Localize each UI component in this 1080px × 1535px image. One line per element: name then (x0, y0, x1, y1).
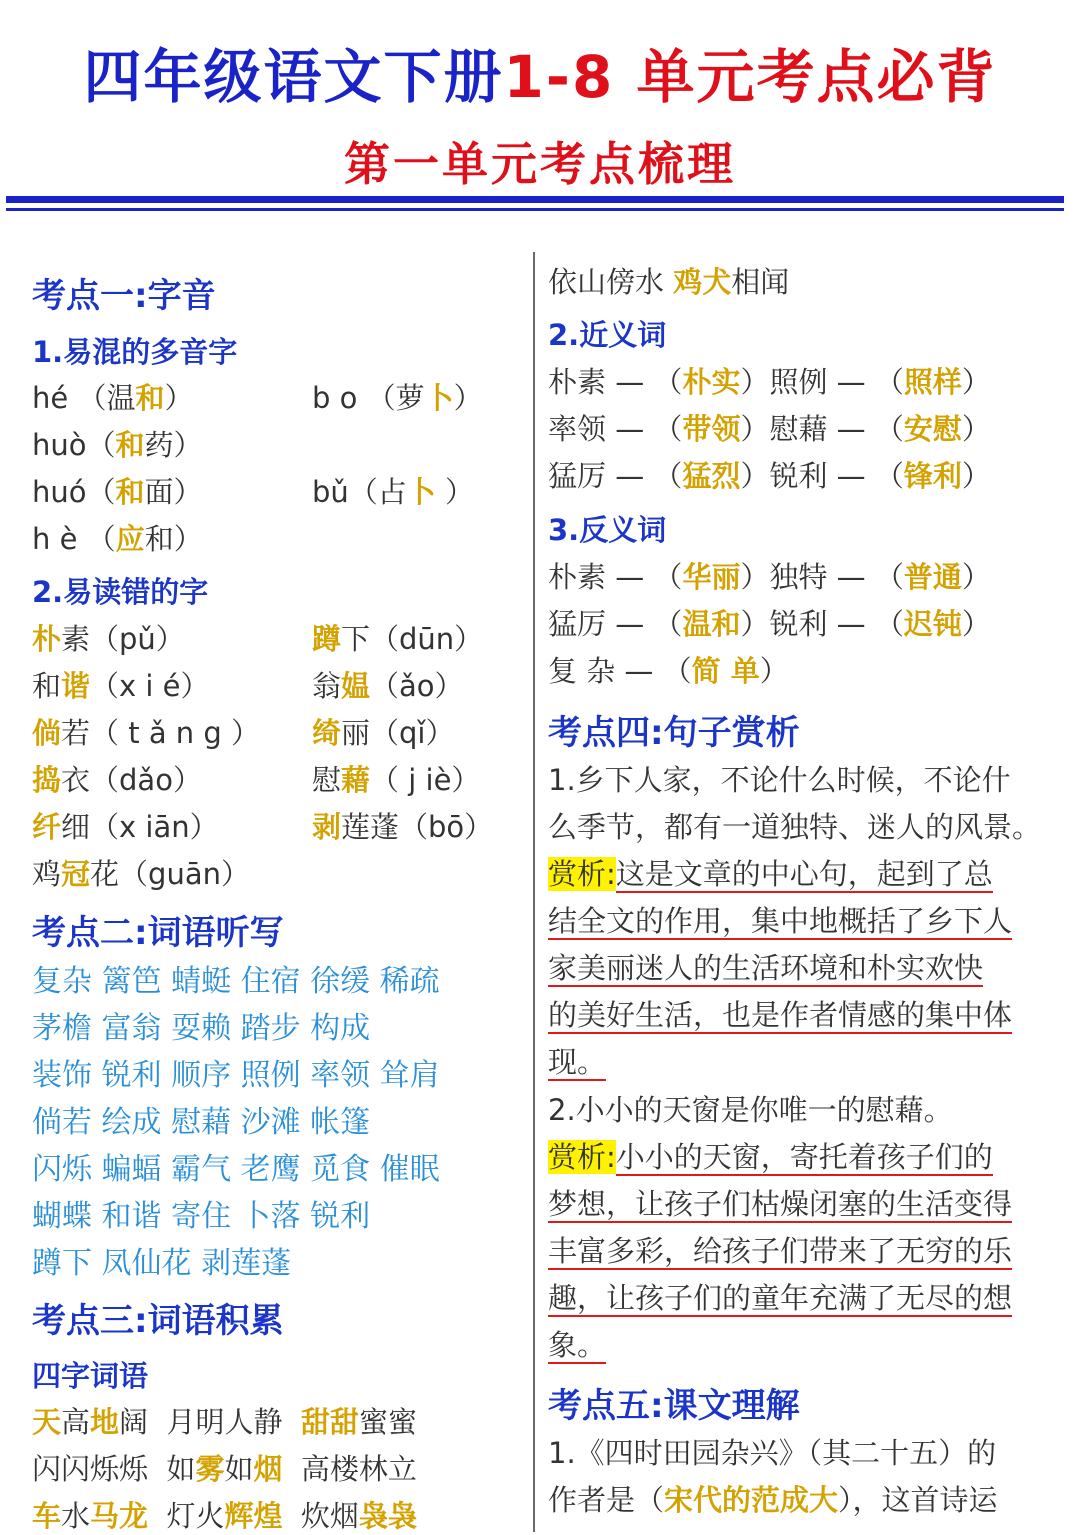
question-1-line-2: 作者是（宋代的范成大），这首诗运 (548, 1483, 998, 1517)
text-part: bǔ（占 (312, 475, 407, 509)
subheading-antonyms: 3.反义词 (548, 513, 667, 547)
subheading-idioms: 四字词语 (32, 1359, 149, 1393)
idiom-row (32, 1400, 417, 1441)
subheading-misread: 2.易读错的字 (32, 575, 209, 609)
answer: 迟钝 (903, 607, 962, 641)
text-part: 高楼林立 (282, 1452, 417, 1486)
text-part: 丽（qǐ） (341, 716, 455, 750)
answer: 照样 (903, 365, 962, 399)
misread-item (32, 805, 219, 846)
page-subtitle: 第一单元考点梳理 (344, 137, 736, 191)
text-part: 高 (61, 1405, 91, 1439)
text-part: 蜜蜜 (358, 1405, 417, 1439)
antonym-row (548, 649, 789, 690)
text-part: ） (961, 459, 991, 493)
answer: 朴实 (682, 365, 741, 399)
analysis-line (548, 993, 1012, 1034)
highlight-char: 应 (115, 522, 145, 556)
highlight-char: 蹲 (312, 622, 342, 656)
synonym-row (548, 454, 991, 495)
text-part: 慰 (312, 763, 342, 797)
polyphone-item (32, 470, 203, 511)
synonym-row (548, 360, 991, 401)
text-part: （ j iè） (370, 763, 481, 797)
sentence-2: 2.小小的天窗是你唯一的慰藉。 (548, 1093, 953, 1127)
text-part: （x i é） (90, 669, 210, 703)
polyphone-item (32, 423, 203, 464)
answer: 锋利 (903, 459, 962, 493)
answer: 安慰 (903, 412, 962, 446)
highlight-char: 朴 (32, 622, 62, 656)
vocab-line: 倘若 绘成 慰藉 沙滩 帐篷 (32, 1105, 371, 1140)
text-part: 阔 月明人静 (119, 1405, 301, 1439)
misread-item (32, 852, 250, 893)
analysis-text: 家美丽迷人的生活环境和朴实欢快 (548, 951, 984, 985)
page-title: 四年级语文下册1-8 单元考点必背 (83, 43, 997, 111)
analysis-line (548, 1276, 1012, 1317)
analysis-line (548, 1135, 993, 1176)
header-divider-thin (6, 208, 1064, 211)
answer: 温和 (682, 607, 741, 641)
text-part: 水 (61, 1499, 91, 1533)
section-heading-kd2: 考点二:词语听写 (32, 913, 284, 953)
text-part: 率领 — （ (548, 412, 683, 446)
analysis-text: 丰富多彩，给孩子们带来了无穷的乐 (548, 1234, 1013, 1268)
section-heading-kd3: 考点三:词语积累 (32, 1301, 284, 1341)
highlight-char: 车 (32, 1499, 62, 1533)
answer: 带领 (682, 412, 741, 446)
section-heading-kd5: 考点五:课文理解 (548, 1386, 800, 1426)
misread-item (32, 617, 185, 658)
text-part: 花（guān） (90, 857, 250, 891)
text-part: 朴素 — （ (548, 365, 683, 399)
analysis-line (548, 1323, 606, 1364)
text-part: 素（pǔ） (61, 622, 185, 656)
analysis-text: 梦想，让孩子们枯燥闭塞的生活变得 (548, 1187, 1013, 1221)
text-part: 猛厉 — （ (548, 607, 683, 641)
misread-item (312, 758, 480, 799)
polyphone-item (312, 376, 483, 417)
idiom-row (32, 1494, 417, 1535)
text-part: 鸡 (32, 857, 62, 891)
question-1-line-1: 1.《四时田园杂兴》（其二十五）的 (548, 1436, 997, 1470)
analysis-text: 结全文的作用，集中地概括了乡下人 (548, 904, 1013, 938)
highlight-char: 马龙 (90, 1499, 149, 1533)
highlight-char: 谐 (61, 669, 91, 703)
text-part: 面） (144, 475, 203, 509)
analysis-line (548, 1229, 1012, 1270)
highlight-char: 和 (135, 381, 165, 415)
analysis-text: 的美好生活，也是作者情感的集中体 (548, 998, 1013, 1032)
idiom-row (32, 1447, 417, 1488)
highlight-char: 烟 (253, 1452, 283, 1486)
polyphone-item (312, 470, 474, 511)
text-part: 若（ t ǎ n g ） (61, 716, 261, 750)
misread-item (312, 617, 483, 658)
analysis-line (548, 946, 983, 987)
text-part: 猛厉 — （ (548, 459, 683, 493)
column-divider (533, 252, 535, 1532)
sentence-1-line-1: 1.乡下人家，不论什么时候，不论什 (548, 763, 1011, 797)
text-part: 莲蓬（bō） (341, 810, 494, 844)
analysis-text: 现。 (548, 1045, 607, 1079)
text-part: 衣（dǎo） (61, 763, 202, 797)
highlight-char: 雾 (195, 1452, 225, 1486)
text-part: b o （萝 (312, 381, 425, 415)
analysis-line (548, 1182, 1012, 1223)
vocab-line: 蹲下 凤仙花 剥莲蓬 (32, 1246, 292, 1281)
section-heading-kd4: 考点四:句子赏析 (548, 713, 800, 753)
subheading-polyphones: 1.易混的多音字 (32, 335, 238, 369)
analysis-text: 这是文章的中心句，起到了总 (615, 857, 993, 891)
text-part: hé （温 (32, 381, 136, 415)
sentence-1-line-2: 么季节，都有一道独特、迷人的风景。 (548, 810, 1042, 844)
text-part: 药） (144, 428, 203, 462)
polyphone-item (32, 376, 193, 417)
highlight-char: 辉煌 (224, 1499, 283, 1533)
highlight-char: 卜 (424, 381, 454, 415)
text-part: h è （ (32, 522, 116, 556)
misread-item (32, 758, 202, 799)
highlight-char: 卜 (406, 475, 436, 509)
text-part: ） (961, 412, 991, 446)
text-part: huó（ (32, 475, 116, 509)
synonym-row (548, 407, 991, 448)
highlight-char: 剥 (312, 810, 342, 844)
highlight-char: 甜甜 (300, 1405, 359, 1439)
highlight-char: 藉 (341, 763, 371, 797)
answer: 华丽 (682, 560, 741, 594)
text-part: ） (759, 654, 789, 688)
text-part: 细（x iān） (61, 810, 219, 844)
section-heading-kd1: 考点一:字音 (32, 276, 216, 316)
idiom-continued: 依山傍水 鸡犬相闻 (548, 265, 790, 299)
highlight-char: 绮 (312, 716, 342, 750)
text-part: 闪闪烁烁 如 (32, 1452, 196, 1486)
text-part: huò（ (32, 428, 116, 462)
text-part: ） (961, 607, 991, 641)
answer: 简 单 (691, 654, 760, 688)
text-part: ）慰藉 — （ (740, 412, 904, 446)
analysis-label: 赏析: (548, 1140, 616, 1174)
text-part: （ǎo） (370, 669, 464, 703)
text-part: 翁 (312, 669, 342, 703)
highlight-char: 纤 (32, 810, 62, 844)
text-part: 炊烟 (282, 1499, 359, 1533)
text-part: ） (961, 365, 991, 399)
text-part: ） (453, 381, 483, 415)
highlight-char: 和 (115, 428, 145, 462)
vocab-line: 装饰 锐利 顺序 照例 率领 耸肩 (32, 1058, 440, 1093)
antonym-row (548, 555, 991, 596)
misread-item (312, 805, 493, 846)
text-part: 如 (224, 1452, 254, 1486)
highlight-char: 捣 (32, 763, 62, 797)
analysis-line (548, 852, 993, 893)
misread-item (312, 664, 464, 705)
text-part: ） (164, 381, 194, 415)
misread-item (32, 711, 260, 752)
analysis-text: 象。 (548, 1328, 607, 1362)
highlight-char: 地 (90, 1405, 120, 1439)
analysis-label: 赏析: (548, 857, 616, 891)
analysis-line (548, 1040, 606, 1081)
misread-item (312, 711, 454, 752)
analysis-line (548, 899, 1012, 940)
answer: 普通 (903, 560, 962, 594)
highlight-char: 天 (32, 1405, 62, 1439)
text-part: 和） (144, 522, 203, 556)
highlight-char: 倘 (32, 716, 62, 750)
text-part: 和 (32, 669, 62, 703)
polyphone-item (32, 517, 203, 558)
answer: 猛烈 (682, 459, 741, 493)
text-part: ） (435, 475, 475, 509)
analysis-text: 趣，让孩子们的童年充满了无尽的想 (548, 1281, 1013, 1315)
text-part: 复 杂 — （ (548, 654, 692, 688)
text-part: ）锐利 — （ (740, 607, 904, 641)
subheading-synonyms: 2.近义词 (548, 318, 667, 352)
text-part: ） (961, 560, 991, 594)
header-divider (6, 196, 1064, 203)
text-part: ）独特 — （ (740, 560, 904, 594)
highlight-char: 冠 (61, 857, 91, 891)
vocab-line: 蝴蝶 和谐 寄住 卜落 锐利 (32, 1199, 371, 1234)
vocab-line: 复杂 篱笆 蜻蜓 住宿 徐缓 稀疏 (32, 964, 440, 999)
text-part: 朴素 — （ (548, 560, 683, 594)
misread-item (32, 664, 210, 705)
highlight-char: 媪 (341, 669, 371, 703)
text-part: ）锐利 — （ (740, 459, 904, 493)
vocab-line: 闪烁 蝙蝠 霸气 老鹰 觅食 催眠 (32, 1152, 440, 1187)
highlight-char: 袅袅 (358, 1499, 417, 1533)
antonym-row (548, 602, 991, 643)
analysis-text: 小小的天窗，寄托着孩子们的 (615, 1140, 993, 1174)
text-part: ）照例 — （ (740, 365, 904, 399)
highlight-char: 和 (115, 475, 145, 509)
vocab-line: 茅檐 富翁 耍赖 踏步 构成 (32, 1011, 371, 1046)
text-part: 下（dūn） (341, 622, 484, 656)
text-part: 灯火 (148, 1499, 225, 1533)
